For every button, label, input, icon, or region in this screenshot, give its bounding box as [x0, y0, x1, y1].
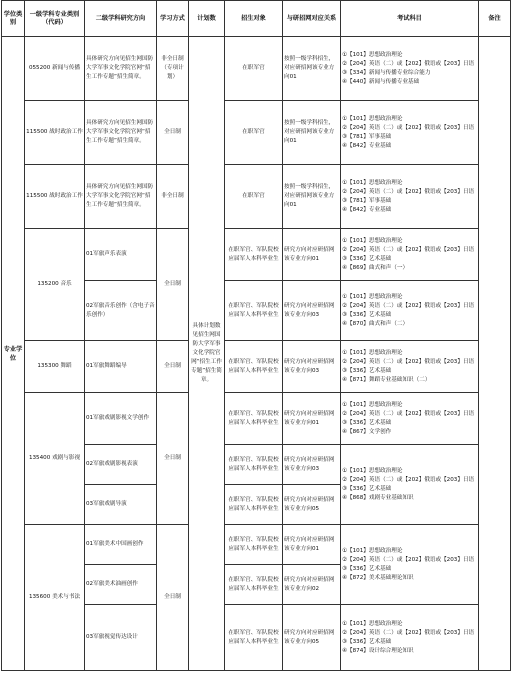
target-cell: 在职军官 [225, 165, 283, 229]
exam-subject: ②【204】英语（二）或【202】俄语或【203】日语 [342, 629, 475, 636]
direction-cell: 01军旅声乐表演 [85, 229, 157, 281]
direction-cell: 01军旅美术中国画创作 [85, 525, 157, 565]
exam-subject: ③【336】艺术基础 [342, 485, 392, 492]
target-cell: 在职军官、军队院校应届军人本科毕业生 [225, 605, 283, 671]
exam-subject: ③【336】艺术基础 [342, 565, 392, 572]
header-major: 一级学科专业类别（代码） [25, 1, 85, 37]
exam-subject: ①【101】思想政治理论 [342, 293, 403, 300]
relation-cell: 研究方向对应研招网该专业方向03 [283, 445, 341, 485]
mode-cell: 全日制 [157, 101, 189, 165]
exam-subject: ④【869】曲式和声（一） [342, 264, 409, 271]
target-cell: 在职军官、军队院校应届军人本科毕业生 [225, 525, 283, 565]
exam-subject: ④【842】专业基础 [342, 142, 392, 149]
exam-subject: ②【204】英语（二）或【202】俄语或【203】日语 [342, 188, 475, 195]
direction-cell: 03军旅戏剧导演 [85, 485, 157, 525]
admissions-table [1, 0, 511, 671]
header-mode: 学习方式 [157, 1, 189, 37]
exam-subject: ④【868】戏剧专业基础知识 [342, 494, 414, 501]
exam-subject: ④【872】美术基础理论知识 [342, 574, 414, 581]
exam-subject: ③【336】艺术基础 [342, 419, 392, 426]
table-row [2, 37, 511, 101]
target-cell: 在职军官 [225, 101, 283, 165]
exam-subject: ③【781】军事基础 [342, 133, 392, 140]
mode-cell: 非全日制 [157, 165, 189, 229]
exam-subject: ②【204】英语（二）或【202】俄语或【203】日语 [342, 246, 475, 253]
exam-subject: ①【101】思想政治理论 [342, 401, 403, 408]
header-row [2, 1, 511, 37]
mode-cell: 全日制 [157, 393, 189, 525]
header-direction: 二级学科研究方向 [85, 1, 157, 37]
relation-cell: 按照一级学科招生，对应研招网该专业方向01 [283, 101, 341, 165]
exam-subject: ④【870】曲式和声（二） [342, 320, 409, 327]
exam-cell [341, 229, 479, 281]
mode-cell: 全日制 [157, 229, 189, 341]
table-row [2, 101, 511, 165]
exam-subject: ④【842】专业基础 [342, 206, 392, 213]
target-cell: 在职军官、军队院校应届军人本科毕业生 [225, 445, 283, 485]
exam-cell [341, 605, 479, 671]
exam-subject: ③【336】艺术基础 [342, 311, 392, 318]
mode-cell: 全日制 [157, 341, 189, 393]
exam-subject: ②【204】英语（二）或【202】俄语或【203】日语 [342, 60, 475, 67]
note-cell [479, 37, 511, 671]
relation-cell: 研究方向对应研招网该专业方向03 [283, 341, 341, 393]
header-relation: 与研招网对应关系 [283, 1, 341, 37]
exam-subject: ③【336】艺术基础 [342, 255, 392, 262]
exam-subject: ③【336】艺术基础 [342, 638, 392, 645]
exam-cell [341, 165, 479, 229]
target-cell: 在职军官、军队院校应届军人本科毕业生 [225, 281, 283, 341]
exam-subject: ②【204】英语（二）或【202】俄语或【203】日语 [342, 302, 475, 309]
header-exam: 考试科目 [341, 1, 479, 37]
major-cell: 135400 戏剧与影视 [25, 393, 85, 525]
relation-cell: 研究方向对应研招网该专业方向02 [283, 565, 341, 605]
exam-subject: ④【874】设计综合理论知识 [342, 647, 414, 654]
target-cell: 在职军官、军队院校应届军人本科毕业生 [225, 229, 283, 281]
mode-cell: 全日制 [157, 525, 189, 671]
header-note: 备注 [479, 1, 511, 37]
exam-cell [341, 341, 479, 393]
exam-subject: ①【101】思想政治理论 [342, 349, 403, 356]
exam-subject: ①【101】思想政治理论 [342, 237, 403, 244]
direction-cell: 03军旅视觉传达设计 [85, 605, 157, 671]
exam-subject: ③【336】艺术基础 [342, 367, 392, 374]
direction-cell: 02军旅音乐创作（含电子音乐创作） [85, 281, 157, 341]
degree-type-cell: 专业学位 [2, 37, 25, 671]
exam-subject: ②【204】英语（二）或【202】俄语或【203】日语 [342, 410, 475, 417]
direction-cell: 01军旅舞蹈编导 [85, 341, 157, 393]
exam-cell [341, 37, 479, 101]
major-cell: 055200 新闻与传播 [25, 37, 85, 101]
exam-subject: ②【204】英语（二）或【202】俄语或【203】日语 [342, 358, 475, 365]
table-row [2, 229, 511, 281]
target-cell: 在职军官、军队院校应届军人本科毕业生 [225, 565, 283, 605]
target-cell: 在职军官、军队院校应届军人本科毕业生 [225, 393, 283, 445]
direction-cell: 02军旅美术油画创作 [85, 565, 157, 605]
header-target: 招生对象 [225, 1, 283, 37]
relation-cell: 研究方向对应研招网该专业方向01 [283, 229, 341, 281]
direction-cell: 具体研究方向见招生网国防大学军事文化学院官网“招生工作专题”招生简章。 [85, 101, 157, 165]
major-cell: 115500 战时政治工作 [25, 165, 85, 229]
direction-cell: 具体研究方向见招生网国防大学军事文化学院官网“招生工作专题”招生简章。 [85, 37, 157, 101]
exam-subject: ②【204】英语（二）或【202】俄语或【203】日语 [342, 476, 475, 483]
exam-subject: ①【101】思想政治理论 [342, 179, 403, 186]
exam-cell [341, 393, 479, 445]
relation-cell: 研究方向对应研招网该专业方向05 [283, 605, 341, 671]
exam-cell [341, 525, 479, 605]
table-row [2, 165, 511, 229]
target-cell: 在职军官 [225, 37, 283, 101]
exam-subject: ④【867】文学创作 [342, 428, 392, 435]
exam-subject: ②【204】英语（二）或【202】俄语或【203】日语 [342, 124, 475, 131]
target-cell: 在职军官、军队院校应届军人本科毕业生 [225, 485, 283, 525]
mode-cell: 非全日制（专项计划） [157, 37, 189, 101]
table-row [2, 393, 511, 445]
exam-subject: ③【781】军事基础 [342, 197, 392, 204]
target-cell: 在职军官、军队院校应届军人本科毕业生 [225, 341, 283, 393]
exam-subject: ①【101】思想政治理论 [342, 51, 403, 58]
exam-cell [341, 281, 479, 341]
header-plan: 计划数 [189, 1, 225, 37]
major-cell: 115500 战时政治工作 [25, 101, 85, 165]
exam-subject: ③【334】新闻与传播专业综合能力 [342, 69, 431, 76]
plan-cell: 具体计划数见招生网国防大学军事文化学院官网“招生工作专题”招生简章。 [189, 37, 225, 671]
relation-cell: 研究方向对应研招网该专业方向03 [283, 281, 341, 341]
header-degree-type: 学位类别 [2, 1, 25, 37]
relation-cell: 按照一级学科招生，对应研招网该专业方向01 [283, 37, 341, 101]
exam-subject: ④【440】新闻与传播专业基础 [342, 78, 420, 85]
relation-cell: 研究方向对应研招网该专业方向05 [283, 485, 341, 525]
major-cell: 135300 舞蹈 [25, 341, 85, 393]
exam-subject: ①【101】思想政治理论 [342, 467, 403, 474]
direction-cell: 01军旅戏剧影视文学创作 [85, 393, 157, 445]
major-cell: 135600 美术与书法 [25, 525, 85, 671]
table-row [2, 341, 511, 393]
table-row [2, 525, 511, 565]
exam-cell [341, 101, 479, 165]
exam-cell [341, 445, 479, 525]
relation-cell: 研究方向对应研招网该专业方向01 [283, 393, 341, 445]
exam-subject: ①【101】思想政治理论 [342, 115, 403, 122]
direction-cell: 具体研究方向见招生网国防大学军事文化学院官网“招生工作专题”招生简章。 [85, 165, 157, 229]
exam-subject: ①【101】思想政治理论 [342, 547, 403, 554]
major-cell: 135200 音乐 [25, 229, 85, 341]
relation-cell: 研究方向对应研招网该专业方向01 [283, 525, 341, 565]
direction-cell: 02军旅戏剧影视表演 [85, 445, 157, 485]
exam-subject: ④【871】舞蹈专业基础知识（二） [342, 376, 431, 383]
relation-cell: 按照一级学科招生，对应研招网该专业方向01 [283, 165, 341, 229]
exam-subject: ①【101】思想政治理论 [342, 620, 403, 627]
exam-subject: ②【204】英语（二）或【202】俄语或【203】日语 [342, 556, 475, 563]
